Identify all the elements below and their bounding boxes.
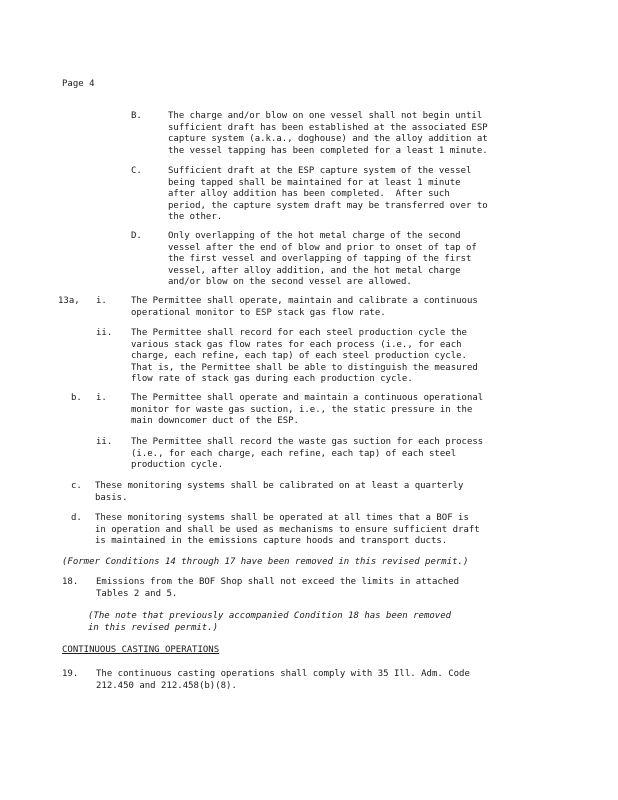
item-marker-18: 18. bbox=[62, 577, 79, 587]
item-marker-19: 19. bbox=[62, 669, 79, 679]
condition-13a-i: The Permittee shall operate, maintain and calibrate a continuous operational monitor to ESP stack gas flow rate. bbox=[131, 296, 478, 318]
condition-13a-ii: The Permittee shall record for each steel production cycle the various stack gas flow rates for each process (i.e., for each charge, each refine, each tap) of each steel production cycle. That is, the Permittee shall be able to distinguish the measured flow rate of stack gas during each production cycle. bbox=[131, 328, 478, 385]
item-marker-13a-i: i. bbox=[96, 296, 107, 306]
item-marker-13a-ii: ii. bbox=[96, 328, 113, 338]
condition-19: The continuous casting operations shall comply with 35 Ill. Adm. Code 212.450 and 212.458(b)(8). bbox=[96, 669, 470, 691]
removed-conditions-note: (Former Conditions 14 through 17 have been removed in this revised permit.) bbox=[62, 557, 469, 567]
condition-c: Sufficient draft at the ESP capture system of the vessel being tapped shall be maintained for at least 1 minute after alloy addition has been completed. After such period, the capture system draft may be transferred over to the other. bbox=[168, 166, 488, 223]
item-marker-13b: b. bbox=[71, 393, 82, 403]
section-heading: CONTINUOUS CASTING OPERATIONS bbox=[62, 645, 220, 655]
condition-13d: These monitoring systems shall be operated at all times that a BOF is in operation and shall be used as mechanisms to ensure sufficient draft is maintained in the emissions capture hoods and transport ducts. bbox=[95, 513, 480, 547]
item-marker-13c: c. bbox=[71, 481, 82, 491]
item-marker-b: B. bbox=[131, 111, 142, 121]
item-marker-13b-i: i. bbox=[96, 393, 107, 403]
removed-note: (The note that previously accompanied Condition 18 has been removed in this revised permit.) bbox=[88, 611, 452, 633]
item-marker-d: D. bbox=[131, 231, 142, 241]
item-marker-13b-ii: ii. bbox=[96, 437, 113, 447]
item-marker-c: C. bbox=[131, 166, 142, 176]
page-label: Page 4 bbox=[62, 79, 95, 89]
condition-d: Only overlapping of the hot metal charge of the second vessel after the end of blow and prior to onset of tap of the first vessel and overlapping of tapping of the first vessel, after alloy addition, and the hot metal charge and/or blow on the second vessel are allowed. bbox=[168, 231, 477, 288]
item-marker-13a: 13a, bbox=[58, 296, 80, 306]
condition-b: The charge and/or blow on one vessel shall not begin until sufficient draft has been established at the associated ESP capture system (a.k.a., doghouse) and the alloy addition at the vessel tapping has been completed for a least 1 minute. bbox=[168, 111, 488, 156]
condition-13b-i: The Permittee shall operate and maintain a continuous operational monitor for waste gas suction, i.e., the static pressure in the main downcomer duct of the ESP. bbox=[131, 393, 484, 427]
item-marker-13d: d. bbox=[71, 513, 82, 523]
condition-13b-ii: The Permittee shall record the waste gas suction for each process (i.e., for each charge, each refine, each tap) of each steel production cycle. bbox=[131, 437, 484, 471]
condition-18: Emissions from the BOF Shop shall not exceed the limits in attached Tables 2 and 5. bbox=[96, 577, 460, 599]
condition-13c: These monitoring systems shall be calibrated on at least a quarterly basis. bbox=[95, 481, 464, 503]
